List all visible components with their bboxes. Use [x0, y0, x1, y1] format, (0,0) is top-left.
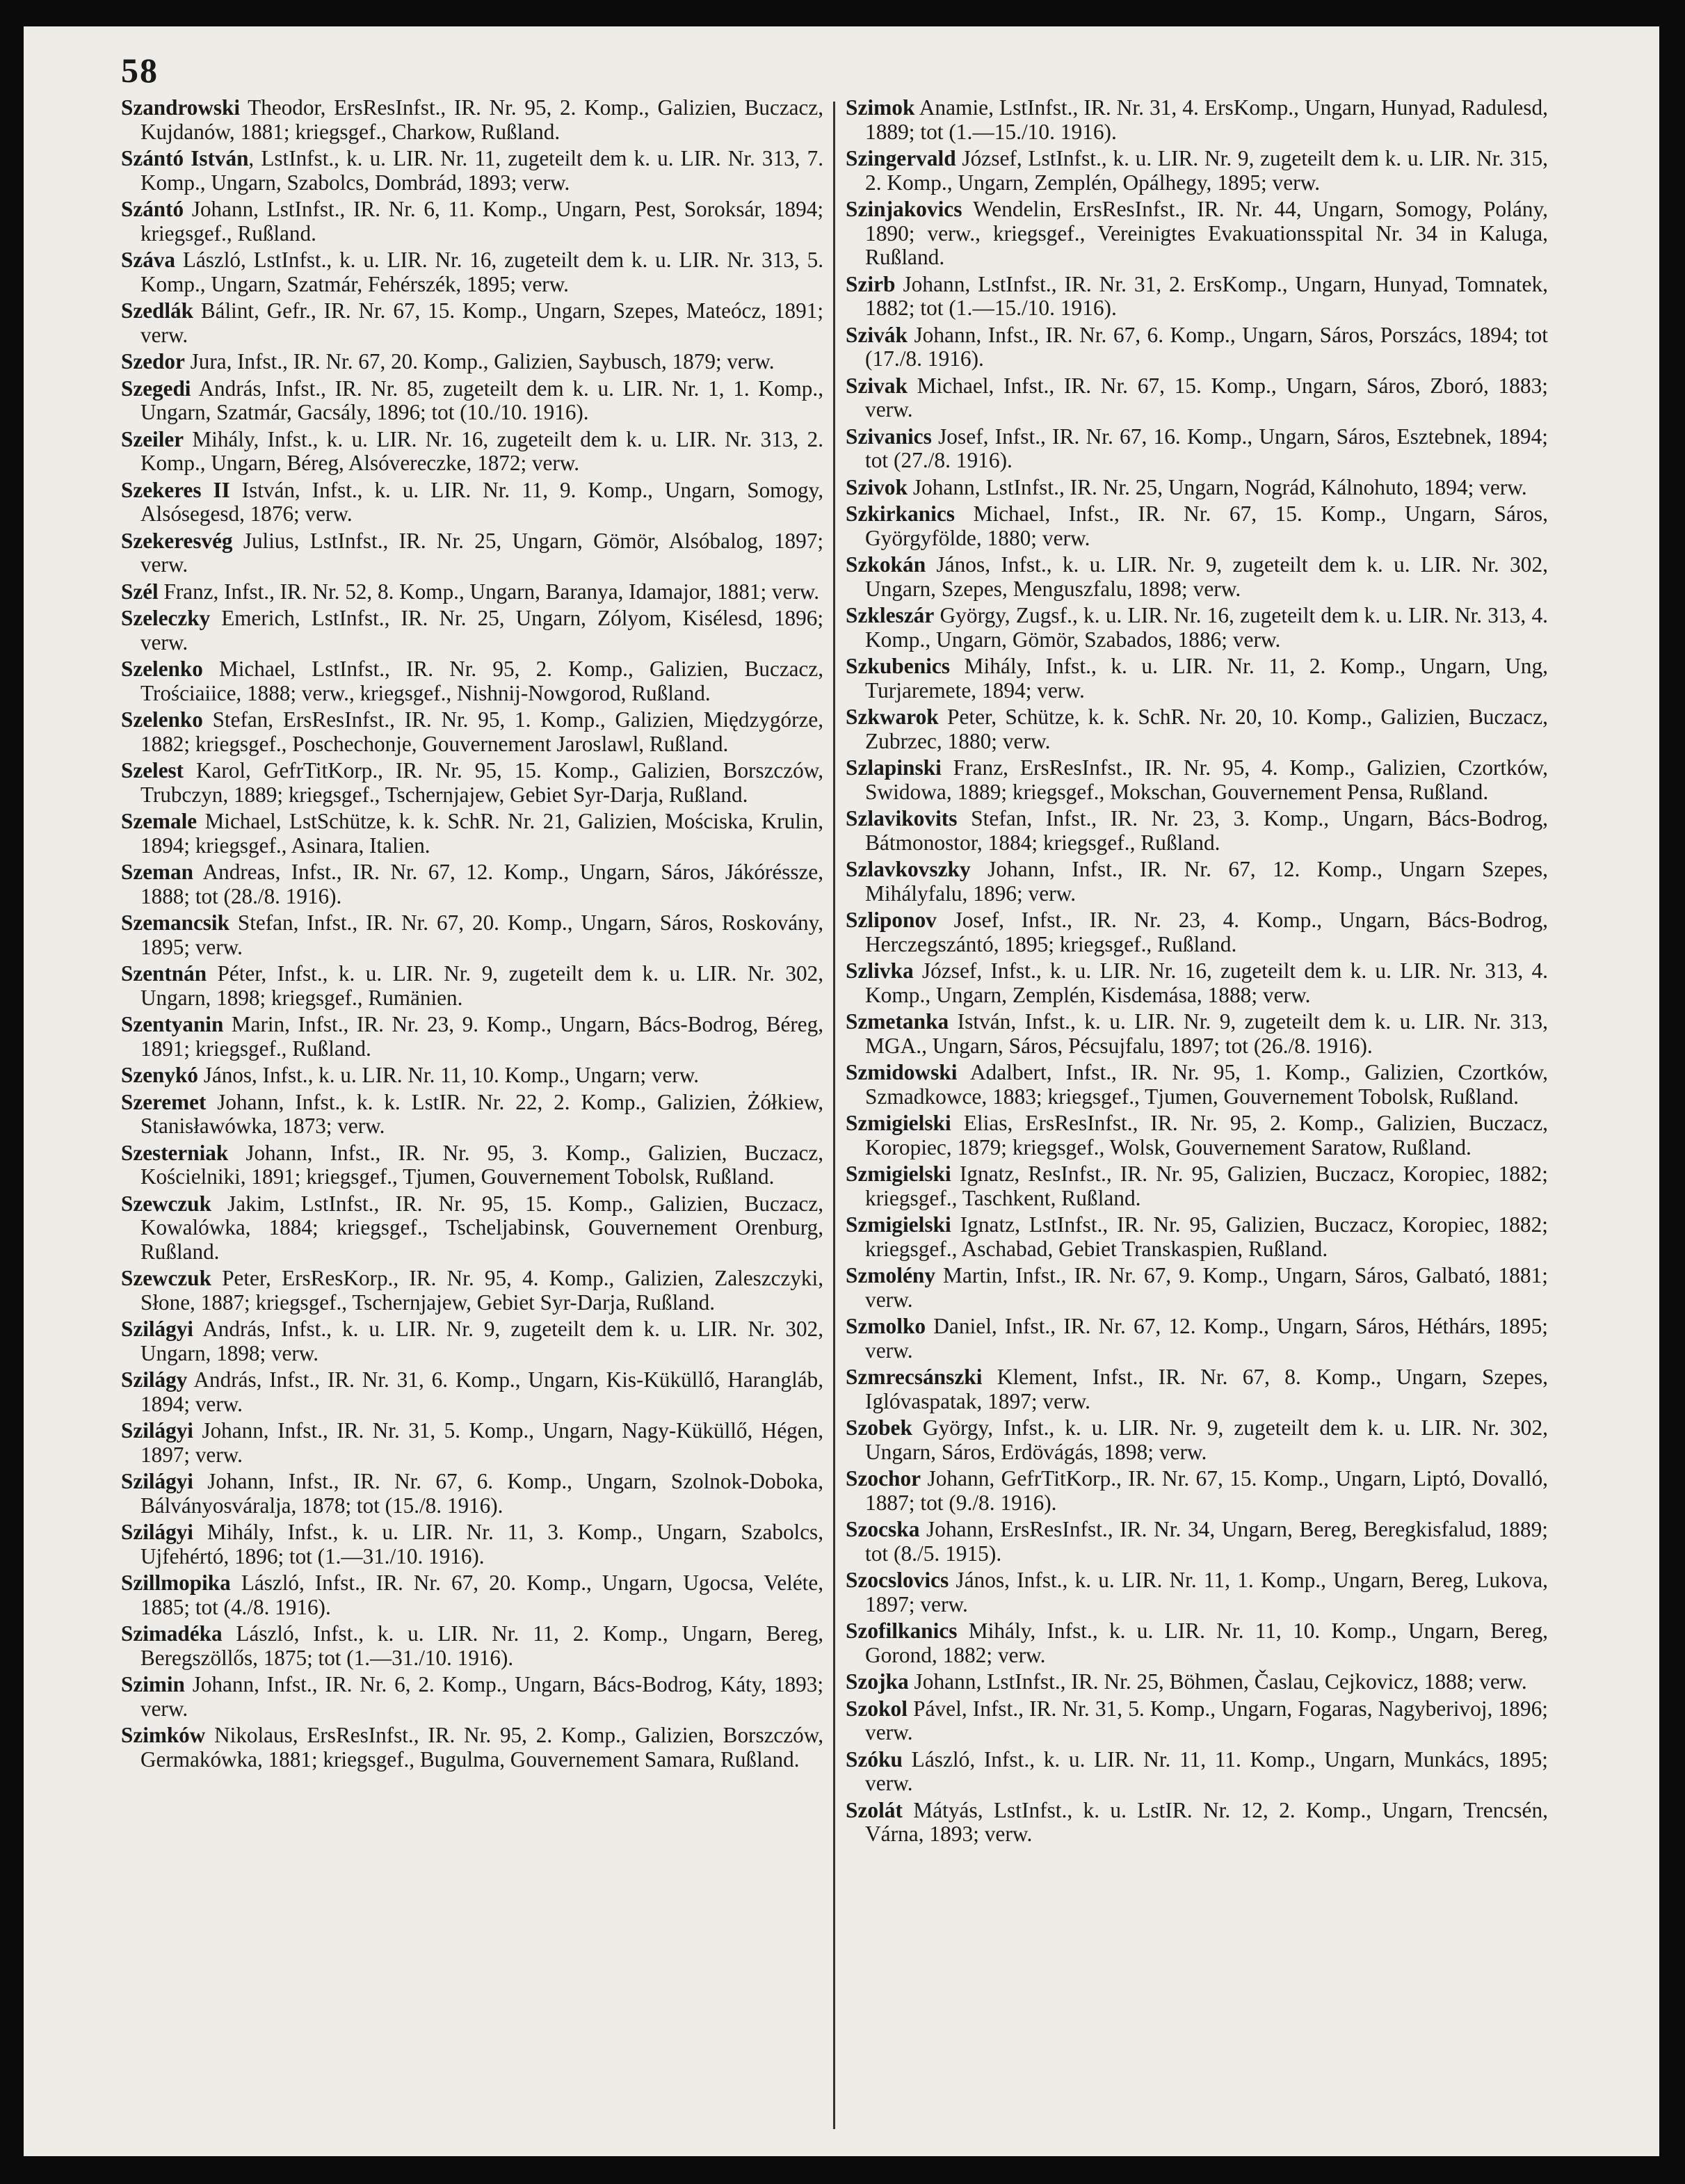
register-entry	[121, 1368, 823, 1416]
entry-surname: Szocska	[846, 1517, 920, 1541]
entry-details: Johann, LstInfst., IR. Nr. 31, 2. ErsKomp., Ungarn, Hunyad, Tomnatek, 1882; tot (1.—15./10. 1916).	[865, 271, 1548, 320]
register-entry	[121, 810, 823, 858]
entry-surname: Szmrecsánszki	[846, 1365, 983, 1389]
entry-details: László, LstInfst., k. u. LIR. Nr. 16, zugeteilt dem k. u. LIR. Nr. 313, 5. Komp., Ungarn, Szatmár, Fehérszék, 1895; verw.	[140, 248, 823, 296]
entry-details: János, Infst., k. u. LIR. Nr. 11, 1. Komp., Ungarn, Bereg, Lukova, 1897; verw.	[865, 1568, 1548, 1616]
entry-surname: Szelest	[121, 758, 184, 782]
entry-surname: Szemale	[121, 809, 197, 833]
entry-surname: Szkirkanics	[846, 501, 955, 526]
register-entry	[121, 911, 823, 959]
entry-details: Johann, ErsResInfst., IR. Nr. 34, Ungarn, Bereg, Beregkisfalud, 1889; tot (8./5. 1915).	[865, 1517, 1548, 1566]
register-entry	[121, 1317, 823, 1365]
entry-surname: Szkokán	[846, 552, 926, 577]
entry-details: , LstInfst., k. u. LIR. Nr. 11, zugeteilt dem k. u. LIR. Nr. 313, 7. Komp., Ungarn, Szabolcs, Dombrád, 1893; verw.	[140, 146, 823, 195]
entry-details: Michael, Infst., IR. Nr. 67, 15. Komp., Ungarn, Sáros, Zboró, 1883; verw.	[865, 373, 1548, 421]
entry-details: Emerich, LstInfst., IR. Nr. 25, Ungarn, Zólyom, Kisélesd, 1896; verw.	[140, 606, 823, 655]
entry-details: Mátyás, LstInfst., k. u. LstIR. Nr. 12, 2. Komp., Ungarn, Trencsén, Várna, 1893; verw.	[865, 1797, 1548, 1846]
register-entry	[846, 553, 1548, 601]
register-entry	[846, 655, 1548, 702]
register-entry	[846, 1467, 1548, 1515]
entry-surname: Száva	[121, 248, 175, 272]
register-entry	[846, 1365, 1548, 1413]
entry-details: Theodor, ErsResInfst., IR. Nr. 95, 2. Komp., Galizien, Buczacz, Kujdanów, 1881; kriegsgef., Charkow, Rußland.	[140, 95, 823, 144]
entry-details: László, Infst., k. u. LIR. Nr. 11, 2. Komp., Ungarn, Bereg, Beregszöllős, 1875; tot (1.—31./10. 1916).	[140, 1621, 823, 1670]
entry-details: András, Infst., IR. Nr. 85, zugeteilt dem k. u. LIR. Nr. 1, 1. Komp., Ungarn, Szatmár, Gacsály, 1896; tot (10./10. 1916).	[140, 376, 823, 424]
register-entry	[121, 428, 823, 476]
entry-surname: Szeman	[121, 860, 193, 884]
entry-details: Elias, ErsResInfst., IR. Nr. 95, 2. Komp., Galizien, Buczacz, Koropiec, 1879; kriegsgef., Wolsk, Gouvernement Saratow, Rußland.	[865, 1111, 1548, 1159]
entry-details: Johann, Infst., IR. Nr. 67, 6. Komp., Ungarn, Szolnok-Doboka, Bálványosváralja, 1878; tot (15./8. 1916).	[140, 1469, 823, 1518]
entry-surname: Szingervald	[846, 146, 956, 170]
entry-details: Johann, GefrTitKorp., IR. Nr. 67, 15. Komp., Ungarn, Liptó, Dovalló, 1887; tot (9./8. 1916).	[865, 1466, 1548, 1515]
entry-surname: Szél	[121, 579, 159, 604]
entry-surname: Szmidowski	[846, 1060, 958, 1084]
register-entry	[846, 1799, 1548, 1847]
entry-details: Peter, ErsResKorp., IR. Nr. 95, 4. Komp., Galizien, Zaleszczyki, Słone, 1887; kriegsgef., Tschernjajew, Gebiet Syr-Darja, Rußland.	[140, 1266, 823, 1315]
entry-surname: Szelenko	[121, 707, 203, 732]
entry-details: Wendelin, ErsResInfst., IR. Nr. 44, Ungarn, Somogy, Polány, 1890; verw., kriegsgef., Vereinigtes Evakuationsspital Nr. 34 in Kaluga, Rußland.	[865, 197, 1548, 269]
register-entry	[846, 858, 1548, 906]
entry-details: Karol, GefrTitKorp., IR. Nr. 95, 15. Komp., Galizien, Borszczów, Trubczyn, 1889; kriegsgef., Tschernjajew, Gebiet Syr-Darja, Rußland.	[140, 758, 823, 807]
entry-details: Michael, Infst., IR. Nr. 67, 15. Komp., Ungarn, Sáros, Györgyfölde, 1880; verw.	[865, 501, 1548, 550]
entry-surname: Szivak	[846, 373, 908, 398]
register-entry	[846, 1111, 1548, 1159]
register-entry	[121, 1724, 823, 1772]
entry-surname: Szeiler	[121, 426, 184, 451]
register-entry	[846, 323, 1548, 371]
entry-details: László, Infst., k. u. LIR. Nr. 11, 11. Komp., Ungarn, Munkács, 1895; verw.	[865, 1747, 1548, 1795]
entry-details: Mihály, Infst., k. u. LIR. Nr. 11, 2. Komp., Ungarn, Ung, Turjaremete, 1894; verw.	[865, 654, 1548, 702]
register-entry	[121, 96, 823, 144]
register-entry	[846, 476, 1548, 500]
register-entry	[121, 1622, 823, 1670]
register-entry	[846, 1315, 1548, 1363]
entry-details: György, Infst., k. u. LIR. Nr. 9, zugeteilt dem k. u. LIR. Nr. 302, Ungarn, Sáros, Erdövágás, 1898; verw.	[865, 1415, 1548, 1464]
entry-surname: Szekeresvég	[121, 528, 233, 553]
entry-surname: Szántó	[121, 197, 184, 221]
entry-details: József, LstInfst., k. u. LIR. Nr. 9, zugeteilt dem k. u. LIR. Nr. 315, 2. Komp., Ungarn, Zemplén, Opálhegy, 1895; verw.	[865, 146, 1548, 195]
right-column	[846, 96, 1548, 1849]
register-entry	[846, 374, 1548, 422]
entry-details: Franz, Infst., IR. Nr. 52, 8. Komp., Ungarn, Baranya, Idamajor, 1881; verw.	[158, 579, 820, 604]
entry-details: Stefan, ErsResInfst., IR. Nr. 95, 1. Komp., Galizien, Międzygórze, 1882; kriegsgef., Poschechonje, Gouvernement Jaroslawl, Rußland.	[140, 707, 823, 756]
entry-surname: Szmigielski	[846, 1162, 951, 1186]
entry-details: Johann, Infst., k. k. LstIR. Nr. 22, 2. Komp., Galizien, Żółkiew, Stanisławówka, 1873; verw.	[140, 1089, 823, 1138]
register-entry	[121, 1192, 823, 1264]
entry-details: Péter, Infst., k. u. LIR. Nr. 9, zugeteilt dem k. u. LIR. Nr. 302, Ungarn, 1898; kriegsgef., Rumänien.	[140, 961, 823, 1010]
register-entry	[846, 908, 1548, 956]
entry-surname: Szilágyi	[121, 1418, 193, 1443]
register-entry	[846, 1568, 1548, 1616]
entry-surname: Szlavikovits	[846, 806, 958, 830]
entry-surname: Szochor	[846, 1466, 921, 1491]
register-entry	[121, 759, 823, 807]
register-entry	[121, 580, 823, 604]
entry-surname: Szentnán	[121, 961, 207, 986]
entry-details: Johann, Infst., IR. Nr. 31, 5. Komp., Ungarn, Nagy-Küküllő, Hégen, 1897; verw.	[140, 1418, 823, 1467]
entry-surname: Szmolény	[846, 1263, 936, 1287]
register-entry	[846, 1010, 1548, 1058]
register-entry	[121, 657, 823, 705]
register-entry	[121, 1013, 823, 1061]
entry-details: Mihály, Infst., k. u. LIR. Nr. 11, 10. Komp., Ungarn, Bereg, Gorond, 1882; verw.	[865, 1619, 1548, 1667]
entry-surname: Szofilkanics	[846, 1619, 958, 1643]
register-entry	[121, 1141, 823, 1189]
entry-surname: Szolát	[846, 1797, 903, 1822]
register-entry	[846, 1416, 1548, 1464]
entry-surname: Szántó István	[121, 146, 249, 170]
entry-surname: Szilágyi	[121, 1520, 193, 1544]
entry-surname: Szilágyi	[121, 1469, 193, 1493]
register-entry	[121, 479, 823, 527]
entry-surname: Szkleszár	[846, 603, 935, 627]
entry-details: Ignatz, ResInfst., IR. Nr. 95, Galizien, Buczacz, Koropiec, 1882; kriegsgef., Taschkent, Rußland.	[865, 1162, 1548, 1210]
entry-details: István, Infst., k. u. LIR. Nr. 9, zugeteilt dem k. u. LIR. Nr. 313, MGA., Ungarn, Sáros, Pécsujfalu, 1897; tot (26./8. 1916).	[865, 1009, 1548, 1058]
register-entry	[121, 860, 823, 908]
register-entry	[121, 147, 823, 195]
entry-surname: Szeleczky	[121, 606, 211, 630]
entry-details: László, Infst., IR. Nr. 67, 20. Komp., Ungarn, Ugocsa, Veléte, 1885; tot (4./8. 1916).	[140, 1571, 823, 1619]
entry-surname: Szliponov	[846, 908, 937, 932]
entry-surname: Szmigielski	[846, 1212, 951, 1237]
entry-surname: Szeremet	[121, 1089, 207, 1114]
register-entry	[846, 756, 1548, 804]
register-entry	[846, 1162, 1548, 1210]
register-entry	[846, 96, 1548, 144]
register-entry	[121, 1419, 823, 1467]
entry-surname: Szlivka	[846, 958, 914, 983]
register-entry	[846, 1697, 1548, 1745]
entry-details: Johann, LstInfst., IR. Nr. 6, 11. Komp., Ungarn, Pest, Soroksár, 1894; kriegsgef., Rußland.	[140, 197, 823, 246]
entry-surname: Szimków	[121, 1723, 206, 1747]
entry-details: György, Zugsf., k. u. LIR. Nr. 16, zugeteilt dem k. u. LIR. Nr. 313, 4. Komp., Ungarn, Gömör, Szabados, 1886; verw.	[865, 603, 1548, 652]
entry-details: János, Infst., k. u. LIR. Nr. 11, 10. Komp., Ungarn; verw.	[197, 1063, 700, 1087]
entry-details: Klement, Infst., IR. Nr. 67, 8. Komp., Ungarn, Szepes, Iglóvaspatak, 1897; verw.	[865, 1365, 1548, 1413]
entry-details: Johann, Infst., IR. Nr. 67, 12. Komp., Ungarn Szepes, Mihályfalu, 1896; verw.	[865, 857, 1548, 906]
entry-details: András, Infst., k. u. LIR. Nr. 9, zugeteilt dem k. u. LIR. Nr. 302, Ungarn, 1898; verw.	[140, 1317, 823, 1365]
entry-surname: Szmetanka	[846, 1009, 949, 1034]
register-entry	[121, 1470, 823, 1518]
register-entry	[121, 529, 823, 577]
register-entry	[121, 1571, 823, 1619]
register-entry	[846, 198, 1548, 270]
register-entry	[846, 1619, 1548, 1667]
entry-details: András, Infst., IR. Nr. 31, 6. Komp., Ungarn, Kis-Küküllő, Harangláb, 1894; verw.	[140, 1367, 823, 1416]
register-entry	[121, 1091, 823, 1139]
entry-surname: Szivok	[846, 474, 908, 499]
entry-surname: Szewczuk	[121, 1191, 211, 1216]
entry-details: Marin, Infst., IR. Nr. 23, 9. Komp., Ungarn, Bács-Bodrog, Béreg, 1891; kriegsgef., Rußland.	[140, 1012, 823, 1061]
entry-surname: Szedlák	[121, 298, 193, 323]
entry-details: Franz, ErsResInfst., IR. Nr. 95, 4. Komp., Galizien, Czortków, Swidowa, 1889; kriegsgef., Mokschan, Gouvernement Pensa, Rußland.	[865, 755, 1548, 804]
entry-surname: Szirb	[846, 271, 896, 296]
entry-surname: Szinjakovics	[846, 197, 962, 221]
entry-details: Johann, LstInfst., IR. Nr. 25, Ungarn, Nográd, Kálnohuto, 1894; verw.	[907, 474, 1527, 499]
entry-details: Jura, Infst., IR. Nr. 67, 20. Komp., Galizien, Saybusch, 1879; verw.	[184, 349, 775, 374]
entry-details: Jakim, LstInfst., IR. Nr. 95, 15. Komp., Galizien, Buczacz, Kowalówka, 1884; kriegsgef., Tscheljabinsk, Gouvernement Orenburg, Rußland.	[140, 1191, 823, 1264]
entry-details: Johann, Infst., IR. Nr. 67, 6. Komp., Ungarn, Sáros, Porszács, 1894; tot (17./8. 1916).	[865, 322, 1548, 371]
entry-details: Mihály, Infst., k. u. LIR. Nr. 16, zugeteilt dem k. u. LIR. Nr. 313, 2. Komp., Ungarn, Béreg, Alsóvereczke, 1872; verw.	[140, 426, 823, 475]
entry-surname: Szillmopika	[121, 1571, 231, 1595]
entry-surname: Szimin	[121, 1672, 185, 1696]
register-entry	[121, 708, 823, 756]
column-divider	[833, 102, 835, 2129]
entry-details: Anamie, LstInfst., IR. Nr. 31, 4. ErsKomp., Ungarn, Hunyad, Radulesd, 1889; tot (1.—15./10. 1916).	[865, 95, 1548, 144]
register-entry	[121, 299, 823, 347]
register-entry	[121, 248, 823, 296]
entry-surname: Szocslovics	[846, 1568, 949, 1592]
left-column	[121, 96, 823, 1774]
entry-surname: Szlapinski	[846, 755, 942, 780]
entry-surname: Szimadéka	[121, 1621, 223, 1646]
page-number: 58	[121, 51, 159, 90]
entry-details: Josef, Infst., IR. Nr. 67, 16. Komp., Ungarn, Sáros, Esztebnek, 1894; tot (27./8. 1916).	[865, 424, 1548, 472]
entry-details: Peter, Schütze, k. k. SchR. Nr. 20, 10. Komp., Galizien, Buczacz, Zubrzec, 1880; verw.	[865, 705, 1548, 753]
entry-surname: Szivanics	[846, 424, 932, 449]
entry-surname: Szekeres II	[121, 477, 230, 502]
register-entry	[121, 377, 823, 425]
entry-surname: Szelenko	[121, 657, 203, 681]
entry-surname: Szkubenics	[846, 654, 951, 678]
entry-details: Daniel, Infst., IR. Nr. 67, 12. Komp., Ungarn, Sáros, Héthárs, 1895; verw.	[865, 1314, 1548, 1363]
entry-surname: Szobek	[846, 1415, 912, 1440]
register-entry	[121, 350, 823, 374]
entry-details: Stefan, Infst., IR. Nr. 67, 20. Komp., Ungarn, Sáros, Roskovány, 1895; verw.	[140, 910, 823, 959]
register-entry	[121, 1063, 823, 1088]
entry-details: Josef, Infst., IR. Nr. 23, 4. Komp., Ungarn, Bács-Bodrog, Herczegszántó, 1895; kriegsgef., Rußland.	[865, 908, 1548, 956]
register-entry	[846, 1518, 1548, 1566]
register-entry	[846, 1061, 1548, 1109]
register-entry	[846, 705, 1548, 753]
entry-surname: Szewczuk	[121, 1266, 211, 1290]
register-entry	[121, 198, 823, 246]
entry-surname: Szkwarok	[846, 705, 939, 729]
entry-details: Stefan, Infst., IR. Nr. 23, 3. Komp., Ungarn, Bács-Bodrog, Bátmonostor, 1884; kriegsgef., Rußland.	[865, 806, 1548, 855]
entry-details: István, Infst., k. u. LIR. Nr. 11, 9. Komp., Ungarn, Somogy, Alsósegesd, 1876; verw.	[140, 477, 823, 526]
entry-surname: Szojka	[846, 1669, 909, 1694]
page-sheet	[24, 26, 1659, 2156]
entry-surname: Szivák	[846, 322, 908, 347]
entry-surname: Szentyanin	[121, 1012, 224, 1036]
entry-details: János, Infst., k. u. LIR. Nr. 9, zugeteilt dem k. u. LIR. Nr. 302, Ungarn, Szepes, Menguszfalu, 1898; verw.	[865, 552, 1548, 601]
register-entry	[846, 1213, 1548, 1261]
entry-details: Nikolaus, ErsResInfst., IR. Nr. 95, 2. Komp., Galizien, Borszczów, Germakówka, 1881; kriegsgef., Bugulma, Gouvernement Samara, Rußland.	[140, 1723, 823, 1772]
entry-details: Bálint, Gefr., IR. Nr. 67, 15. Komp., Ungarn, Szepes, Mateócz, 1891; verw.	[140, 298, 823, 347]
entry-details: Michael, LstSchütze, k. k. SchR. Nr. 21, Galizien, Mościska, Krulin, 1894; kriegsgef., Asinara, Italien.	[140, 809, 823, 858]
register-entry	[846, 959, 1548, 1007]
register-entry	[846, 147, 1548, 195]
register-entry	[846, 1748, 1548, 1796]
entry-surname: Szesterniak	[121, 1140, 229, 1165]
entry-surname: Szlavkovszky	[846, 857, 971, 881]
entry-details: Johann, LstInfst., IR. Nr. 25, Böhmen, Časlau, Cejkovicz, 1888; verw.	[908, 1669, 1527, 1694]
register-entry	[846, 273, 1548, 321]
entry-surname: Szedor	[121, 349, 185, 374]
entry-surname: Szokol	[846, 1696, 908, 1721]
entry-details: Pável, Infst., IR. Nr. 31, 5. Komp., Ungarn, Fogaras, Nagyberivoj, 1896; verw.	[865, 1696, 1548, 1744]
entry-details: Andreas, Infst., IR. Nr. 67, 12. Komp., Ungarn, Sáros, Jákóréssze, 1888; tot (28./8. 1916).	[140, 860, 823, 908]
entry-details: Michael, LstInfst., IR. Nr. 95, 2. Komp., Galizien, Buczacz, Trościaiice, 1888; verw., kriegsgef., Nishnij-Nowgorod, Rußland.	[140, 657, 823, 705]
entry-surname: Szenykó	[121, 1063, 198, 1087]
register-entry	[846, 502, 1548, 550]
entry-details: József, Infst., k. u. LIR. Nr. 16, zugeteilt dem k. u. LIR. Nr. 313, 4. Komp., Ungarn, Zemplén, Kisdemása, 1888; verw.	[865, 958, 1548, 1007]
entry-surname: Szemancsik	[121, 910, 229, 935]
entry-surname: Szandrowski	[121, 95, 241, 120]
entry-details: Julius, LstInfst., IR. Nr. 25, Ungarn, Gömör, Alsóbalog, 1897; verw.	[140, 528, 823, 577]
register-entry	[846, 1264, 1548, 1312]
entry-details: Johann, Infst., IR. Nr. 6, 2. Komp., Ungarn, Bács-Bodrog, Káty, 1893; verw.	[140, 1672, 823, 1721]
register-entry	[121, 607, 823, 655]
entry-surname: Szilágyi	[121, 1317, 193, 1341]
register-entry	[846, 425, 1548, 473]
entry-surname: Szmolko	[846, 1314, 926, 1338]
register-entry	[846, 1670, 1548, 1694]
entry-surname: Szóku	[846, 1747, 903, 1772]
register-entry	[121, 962, 823, 1010]
register-entry	[121, 1673, 823, 1721]
entry-surname: Szimok	[846, 95, 915, 120]
entry-details: Johann, Infst., IR. Nr. 95, 3. Komp., Galizien, Buczacz, Kościelniki, 1891; kriegsgef., Tjumen, Gouvernement Tobolsk, Rußland.	[140, 1140, 823, 1189]
entry-surname: Szmigielski	[846, 1111, 951, 1135]
entry-details: Mihály, Infst., k. u. LIR. Nr. 11, 3. Komp., Ungarn, Szabolcs, Ujfehértó, 1896; tot (1.—31./10. 1916).	[140, 1520, 823, 1568]
entry-details: Adalbert, Infst., IR. Nr. 95, 1. Komp., Galizien, Czortków, Szmadkowce, 1883; kriegsgef., Tjumen, Gouvernement Tobolsk, Rußland.	[865, 1060, 1548, 1109]
entry-details: Ignatz, LstInfst., IR. Nr. 95, Galizien, Buczacz, Koropiec, 1882; kriegsgef., Aschabad, Gebiet Transkaspien, Rußland.	[865, 1212, 1548, 1261]
register-entry	[846, 604, 1548, 652]
entry-surname: Szegedi	[121, 376, 191, 401]
register-entry	[121, 1520, 823, 1568]
register-entry	[121, 1267, 823, 1315]
entry-surname: Szilágy	[121, 1367, 188, 1392]
entry-details: Martin, Infst., IR. Nr. 67, 9. Komp., Ungarn, Sáros, Galbató, 1881; verw.	[865, 1263, 1548, 1312]
register-entry	[846, 807, 1548, 855]
